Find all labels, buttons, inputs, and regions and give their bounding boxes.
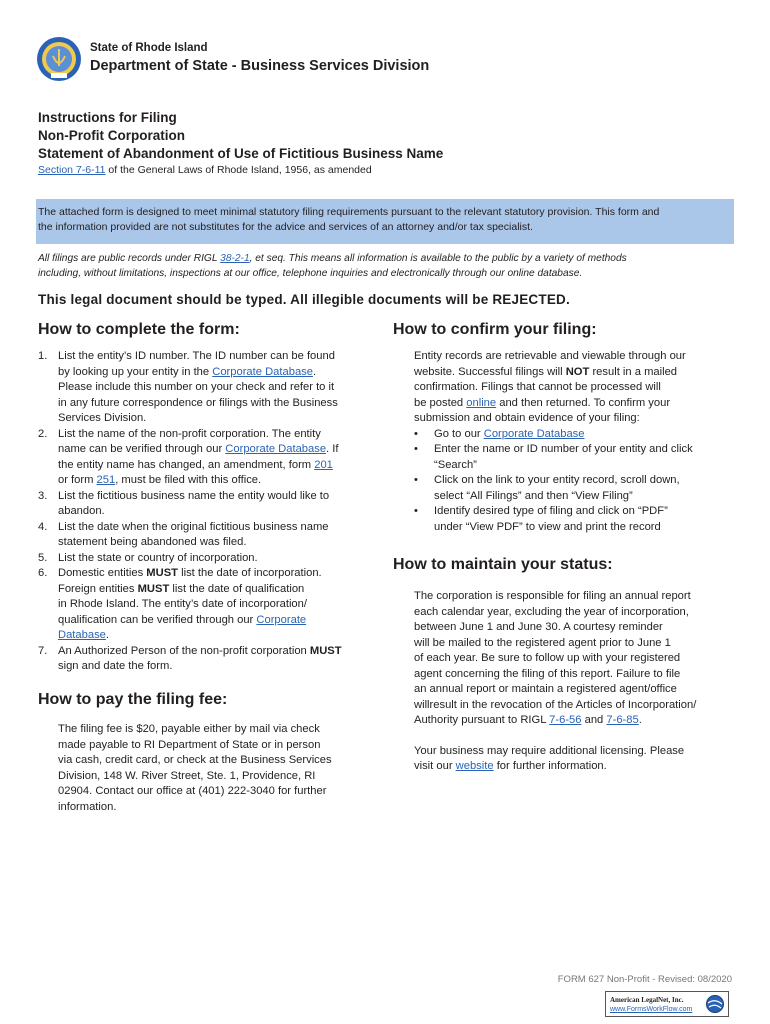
step-text: List the state or country of incorporation. bbox=[58, 551, 258, 564]
step-number: 1. bbox=[38, 350, 48, 362]
maintain-heading: How to maintain your status: bbox=[393, 556, 613, 573]
step-text: the entity name has changed, an amendment, form bbox=[58, 458, 315, 471]
fee-text bbox=[58, 722, 388, 815]
section-reference bbox=[38, 164, 372, 176]
bullet-text: select “All Filings” and then “View Filing” bbox=[434, 489, 633, 502]
bullet-icon: • bbox=[414, 427, 418, 440]
maintain-line: an annual report or maintain a registered agent/office bbox=[414, 683, 677, 695]
corporate-database-link[interactable]: Corporate bbox=[256, 613, 307, 626]
step-text: Foreign entities bbox=[58, 582, 138, 595]
step-item bbox=[38, 349, 383, 427]
instructions-line-1: Instructions for Filing bbox=[38, 110, 177, 125]
complete-heading: How to complete the form: bbox=[38, 321, 240, 338]
step-text: List the date when the original fictitious business name bbox=[58, 520, 329, 533]
step-item bbox=[38, 489, 383, 520]
bullet-item bbox=[414, 442, 744, 473]
maintain-line: will be mailed to the registered agent prior to June 1 bbox=[414, 636, 671, 649]
corporate-database-link[interactable]: Database bbox=[58, 629, 106, 641]
must-emphasis: MUST bbox=[309, 644, 342, 657]
complete-steps bbox=[38, 349, 383, 675]
maintain-text bbox=[414, 589, 744, 775]
typed-warning: This legal document should be typed. All illegible documents will be REJECTED. bbox=[38, 292, 570, 307]
fee-heading: How to pay the filing fee: bbox=[38, 691, 228, 708]
step-text: . bbox=[312, 365, 317, 378]
step-text: by looking up your entity in the bbox=[58, 365, 213, 378]
step-item bbox=[38, 551, 383, 567]
step-text: An Authorized Person of the non-profit corporation bbox=[58, 644, 310, 657]
rigl-7-6-56-link[interactable]: 7-6-56 bbox=[549, 714, 582, 726]
licensing-line: for further information. bbox=[493, 760, 607, 772]
confirm-line: and then returned. To confirm your bbox=[496, 396, 671, 409]
step-number: 5. bbox=[38, 551, 48, 564]
notice-line-2: the information provided are not substitutes for the advice and services of an attorney and/or tax specialist. bbox=[38, 221, 533, 233]
step-text: statement being abandoned was filed. bbox=[58, 536, 247, 548]
corporate-database-link[interactable]: Corporate Database bbox=[483, 427, 585, 440]
step-item bbox=[38, 520, 383, 551]
fee-line: made payable to RI Department of State or in person bbox=[58, 738, 321, 751]
confirm-line: be posted bbox=[414, 396, 467, 409]
form-251-link[interactable]: 251 bbox=[96, 474, 116, 486]
step-text: , must be filed with this office. bbox=[115, 474, 262, 486]
bullet-text: “Search” bbox=[434, 458, 477, 471]
bullet-item bbox=[414, 473, 744, 504]
step-text: name can be verified through our bbox=[58, 443, 226, 455]
step-text: qualification can be verified through our bbox=[58, 613, 257, 626]
rigl-link[interactable]: 38-2-1 bbox=[220, 253, 250, 264]
public-records-line-2: including, without limitations, inspections at our office, telephone inquiries and electronically through our online database. bbox=[38, 268, 583, 279]
licensing-line: Your business may require additional licensing. Please bbox=[414, 744, 685, 757]
bullet-text: Enter the name or ID number of your entity and click bbox=[434, 443, 693, 455]
maintain-line: agent concerning the filing of this report. Failure to file bbox=[414, 667, 681, 680]
step-text: list the date of incorporation. bbox=[178, 567, 322, 579]
corporate-database-link[interactable]: Corporate Database bbox=[212, 365, 313, 378]
confirm-heading: How to confirm your filing: bbox=[393, 321, 597, 338]
maintain-line: of each year. Be sure to follow up with your registered bbox=[414, 652, 681, 664]
section-text: of the General Laws of Rhode Island, 1956, as amended bbox=[105, 164, 372, 176]
confirm-text bbox=[414, 349, 744, 535]
instructions-heading bbox=[38, 109, 443, 163]
step-text: sign and date the form. bbox=[58, 660, 173, 672]
fee-line: 02904. Contact our office at (401) 222-3040 for further bbox=[58, 785, 327, 797]
form-201-link[interactable]: 201 bbox=[314, 458, 333, 471]
public-records-post: , et seq. This means all information is available to the public by a variety of methods bbox=[249, 253, 627, 264]
notice-line-1: The attached form is designed to meet minimal statutory filing requirements pursuant to the relevant statutory provision. This form and bbox=[38, 206, 660, 218]
bullet-text: Click on the link to your entity record, scroll down, bbox=[434, 474, 680, 486]
section-link[interactable]: Section 7-6-11 bbox=[38, 164, 106, 176]
instructions-line-3: Statement of Abandonment of Use of Fictitious Business Name bbox=[38, 146, 444, 161]
maintain-line: willresult in the revocation of the Articles of Incorporation/ bbox=[414, 698, 697, 711]
maintain-line: Authority pursuant to RIGL bbox=[414, 714, 550, 726]
step-text: abandon. bbox=[58, 505, 105, 517]
maintain-line: . bbox=[638, 714, 642, 726]
bullet-icon: • bbox=[414, 443, 418, 455]
fee-line: The filing fee is $20, payable either by mail via check bbox=[58, 723, 320, 735]
maintain-line: and bbox=[581, 714, 607, 726]
step-number: 4. bbox=[38, 520, 48, 533]
maintain-line: between June 1 and June 30. A courtesy reminder bbox=[414, 621, 663, 633]
department-title: Department of State - Business Services Division bbox=[90, 58, 430, 74]
confirm-bullets bbox=[414, 427, 744, 536]
step-item bbox=[38, 566, 383, 644]
step-number: 6. bbox=[38, 567, 48, 579]
website-link[interactable]: website bbox=[455, 760, 494, 772]
step-text: Services Division. bbox=[58, 412, 147, 424]
aln-url[interactable]: www.FormsWorkFlow.com bbox=[610, 1006, 693, 1013]
form-revision: FORM 627 Non-Profit - Revised: 08/2020 bbox=[557, 974, 732, 985]
rigl-7-6-85-link[interactable]: 7-6-85 bbox=[606, 714, 639, 726]
confirm-line: confirmation. Filings that cannot be processed will bbox=[414, 381, 661, 393]
bullet-item bbox=[414, 504, 744, 535]
step-number: 2. bbox=[38, 427, 48, 440]
american-legalnet-badge[interactable] bbox=[605, 991, 729, 1017]
not-emphasis: NOT bbox=[565, 365, 590, 378]
confirm-line: result in a mailed bbox=[589, 365, 678, 378]
step-text: List the name of the non-profit corporation. The entity bbox=[58, 427, 321, 440]
bullet-icon: • bbox=[414, 505, 418, 517]
rhode-island-seal-icon bbox=[36, 36, 82, 82]
must-emphasis: MUST bbox=[146, 567, 178, 579]
corporate-database-link[interactable]: Corporate Database bbox=[225, 443, 327, 455]
step-text: List the entity’s ID number. The ID number can be found bbox=[58, 350, 335, 362]
notice-box bbox=[36, 199, 734, 244]
step-number: 3. bbox=[38, 489, 48, 502]
globe-icon bbox=[705, 994, 725, 1014]
step-item bbox=[38, 427, 383, 489]
public-records-pre: All filings are public records under RIGL bbox=[38, 253, 221, 264]
must-emphasis: MUST bbox=[137, 582, 170, 595]
step-text: Domestic entities bbox=[58, 567, 147, 579]
bullet-item bbox=[414, 427, 744, 443]
step-text: Please include this number on your check and refer to it bbox=[58, 381, 335, 393]
confirm-line: Entity records are retrievable and viewable through our bbox=[414, 350, 686, 362]
confirm-line: submission and obtain evidence of your filing: bbox=[414, 412, 640, 424]
step-number: 7. bbox=[38, 644, 48, 657]
bullet-text: Go to our bbox=[434, 427, 484, 440]
step-text: List the fictitious business name the entity would like to bbox=[58, 489, 330, 502]
step-text: in Rhode Island. The entity’s date of incorporation/ bbox=[58, 598, 307, 610]
step-text: in any future correspondence or filings with the Business bbox=[58, 396, 338, 409]
bullet-text: under “View PDF” to view and print the record bbox=[434, 520, 661, 533]
instructions-line-2: Non-Profit Corporation bbox=[38, 128, 185, 143]
step-text: . If bbox=[326, 443, 339, 455]
step-text: list the date of qualification bbox=[169, 582, 305, 595]
state-name: State of Rhode Island bbox=[90, 42, 208, 54]
bullet-icon: • bbox=[414, 474, 418, 486]
aln-name: American LegalNet, Inc. bbox=[610, 996, 684, 1004]
maintain-line: The corporation is responsible for filing an annual report bbox=[414, 590, 691, 602]
fee-line: via cash, credit card, or check at the Business Services bbox=[58, 754, 332, 766]
bullet-text: Identify desired type of filing and click on “PDF” bbox=[434, 505, 668, 517]
online-link[interactable]: online bbox=[466, 396, 497, 409]
fee-line: Division, 148 W. River Street, Ste. 1, Providence, RI bbox=[58, 769, 316, 782]
confirm-line: website. Successful filings will bbox=[414, 365, 566, 378]
step-item bbox=[38, 644, 383, 675]
fee-line: information. bbox=[58, 800, 117, 813]
step-text: . bbox=[105, 629, 110, 641]
licensing-line: visit our bbox=[414, 760, 456, 772]
maintain-line: each calendar year, excluding the year of incorporation, bbox=[414, 605, 689, 618]
step-text: or form bbox=[58, 474, 97, 486]
public-records-notice bbox=[38, 251, 738, 281]
